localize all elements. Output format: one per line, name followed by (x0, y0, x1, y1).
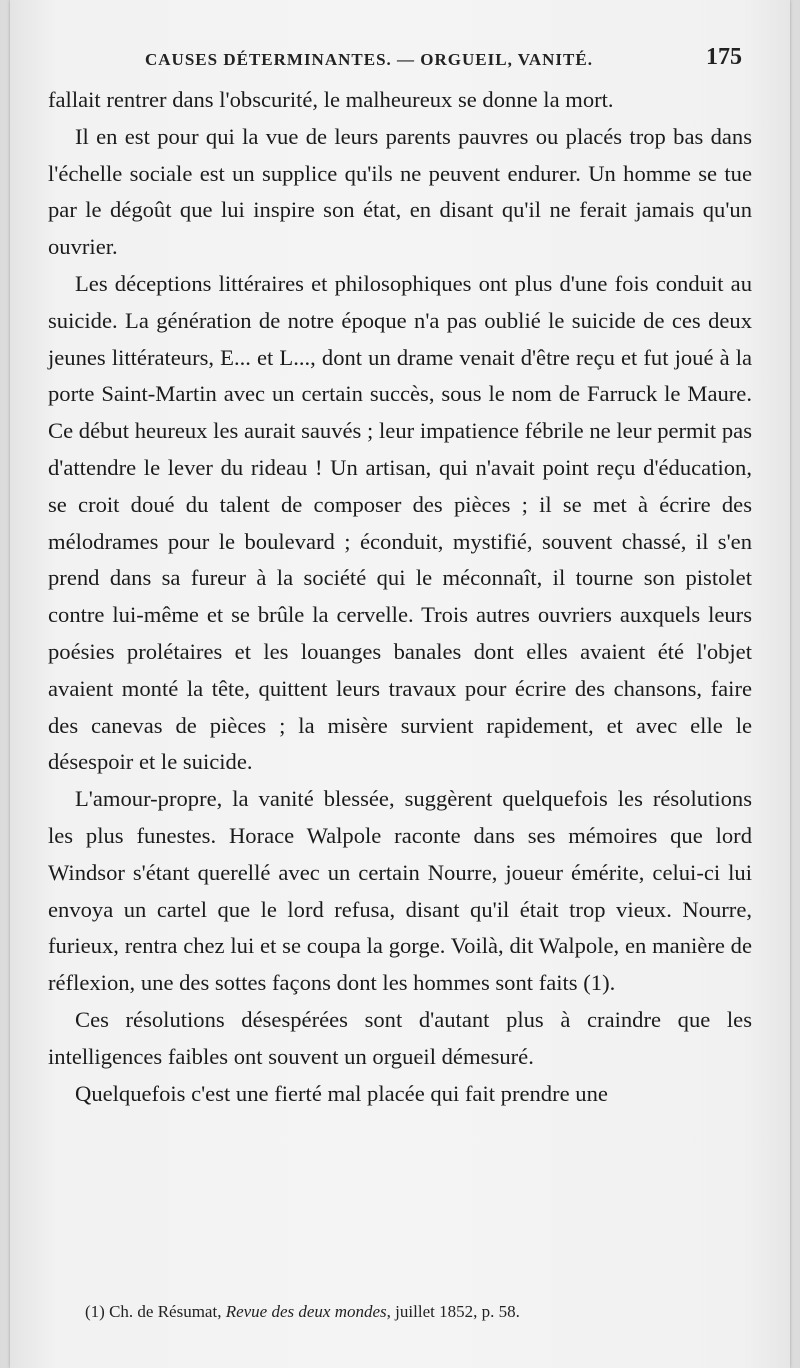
footnote-details: , juillet 1852, p. 58. (386, 1302, 520, 1321)
paragraph: Ces résolutions désespérées sont d'autant plus à craindre que les intelligences faibles ont souvent un orgueil démesuré. (48, 1006, 752, 1069)
page-number: 175 (706, 44, 742, 70)
page-header (10, 40, 790, 80)
paragraph-continuation: fallait rentrer dans l'obscurité, le malheureux se donne la mort. (48, 87, 614, 112)
paragraph: L'amour-propre, la vanité blessée, suggèrent quelquefois les résolutions les plus funestes. Horace Walpole raconte dans ses mémoires que lord Windsor s'étant querellé avec un certain Nourre, joueur émérite, celui-ci lui envoya un cartel que le lord refusa, disant qu'il était trop vieux. Nourre, furieux, rentra chez lui et se coupa la gorge. Voilà, dit Walpole, en manière de réflexion, une des sottes façons dont les hommes sont faits (1). (48, 786, 752, 996)
footnote (85, 1302, 520, 1322)
paragraph: Les déceptions littéraires et philosophiques ont plus d'une fois conduit au suicide. La génération de notre époque n'a pas oublié le suicide de ces deux jeunes littérateurs, E... et L..., dont un drame venait d'être reçu et fut joué à la porte Saint-Martin avec un certain succès, sous le nom de Farruck le Maure. Ce début heureux les aurait sauvés ; leur impatience fébrile ne leur permit pas d'attendre le lever du rideau ! Un artisan, qui n'avait point reçu d'éducation, se croit doué du talent de composer des pièces ; il se met à écrire des mélodrames pour le boulevard ; éconduit, mystifié, souvent chassé, il s'en prend dans sa fureur à la société qui le méconnaît, il tourne son pistolet contre lui-même et se brûle la cervelle. Trois autres ouvriers auxquels leurs poésies prolétaires et les louanges banales dont elles avaient été l'objet avaient monté la tête, quittent leurs travaux pour écrire des chansons, faire des canevas de pièces ; la misère survient rapidement, et avec elle le désespoir et le suicide. (48, 270, 752, 775)
footnote-marker: (1) Ch. de Résumat, (85, 1302, 222, 1321)
paragraph: Il en est pour qui la vue de leurs parents pauvres ou placés trop bas dans l'échelle sociale est un supplice qu'ils ne peuvent endurer. Un homme se tue par le dégoût que lui inspire son état, en disant qu'il ne ferait jamais qu'un ouvrier. (48, 123, 752, 260)
paragraph: Quelquefois c'est une fierté mal placée qui fait prendre une (75, 1080, 608, 1106)
book-page (10, 0, 790, 1368)
body-text (48, 82, 752, 1112)
running-head: CAUSES DÉTERMINANTES. — ORGUEIL, VANITÉ. (145, 50, 593, 69)
footnote-source: Revue des deux mondes (225, 1302, 387, 1321)
